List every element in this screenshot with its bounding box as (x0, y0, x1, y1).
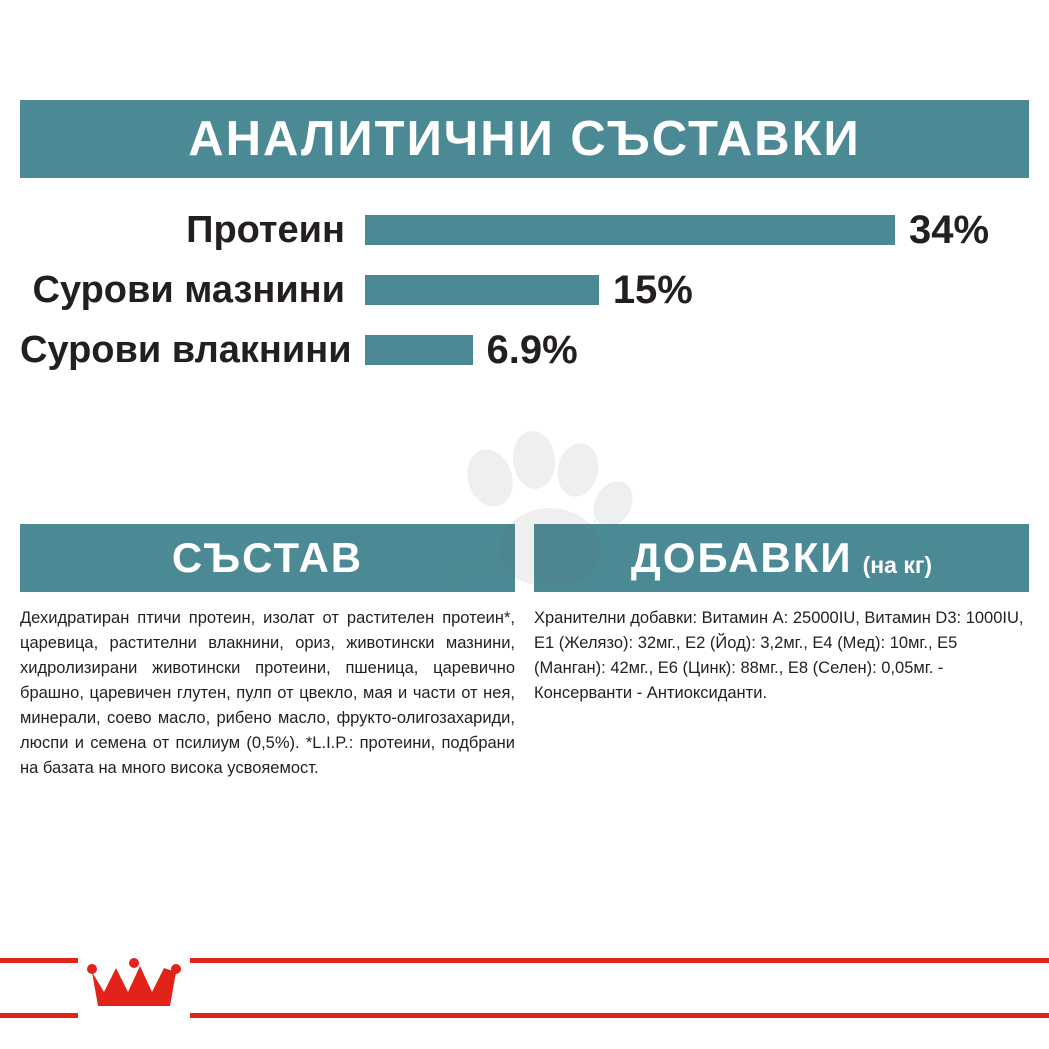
composition-text: Дехидратиран птичи протеин, изолат от растителен протеин*, царевица, растителни влакнини, ориз, животински мазнини, хидролизирани животински протеини, пшеница, царевично брашно, царевичен глутен, пулп от цвекло, мая и части от нея, минерали, соево масло, рибено масло, фрукто-олигозахариди, люспи и семена от псилиум (0,5%). *L.I.P.: протеини, подбрани на базата на много висока усвояемост. (20, 609, 515, 777)
bar-fill (365, 215, 895, 245)
watermark-text: zoomagazin.eu (448, 512, 603, 587)
chart-row (20, 200, 1029, 260)
additives-text: Хранителни добавки: Витамин A: 25000IU, Витамин D3: 1000IU, E1 (Желязо): 32мг., E2 (Йод): 3,2мг., E4 (Мед): 10мг., E5 (Манган): 42мг., E6 (Цинк): 88мг., E8 (Селен): 0,05мг. - Консерванти - Антиоксиданти. (534, 609, 1024, 702)
chart-row (20, 260, 1029, 320)
bar-fill (365, 275, 599, 305)
composition-title: СЪСТАВ (171, 534, 364, 581)
additives-panel (534, 524, 1029, 706)
bar-label: Протеин (186, 208, 345, 251)
composition-header (20, 524, 515, 592)
chart-row (20, 320, 1029, 380)
bar-label: Сурови влакнини (20, 328, 352, 371)
additives-unit: (на кг) (862, 551, 933, 578)
bar-value: 15% (612, 267, 693, 312)
analytical-constituents-header (20, 100, 1029, 178)
bar-fill (365, 335, 473, 365)
brand-logo (78, 952, 190, 1020)
bar-value: 6.9% (486, 327, 578, 372)
bar-track (365, 200, 1029, 260)
composition-panel (20, 524, 515, 781)
bar-track (365, 260, 1029, 320)
royal-canin-crown-logo-icon (86, 958, 182, 1014)
nutrition-bar-chart (20, 200, 1029, 400)
bar-label: Сурови мазнини (32, 268, 345, 311)
analytical-constituents-title: АНАЛИТИЧНИ СЪСТАВКИ (188, 111, 861, 166)
bar-value: 34% (909, 207, 990, 252)
bar-track (365, 320, 1029, 380)
additives-title: ДОБАВКИ (630, 534, 853, 581)
additives-header (534, 524, 1029, 592)
